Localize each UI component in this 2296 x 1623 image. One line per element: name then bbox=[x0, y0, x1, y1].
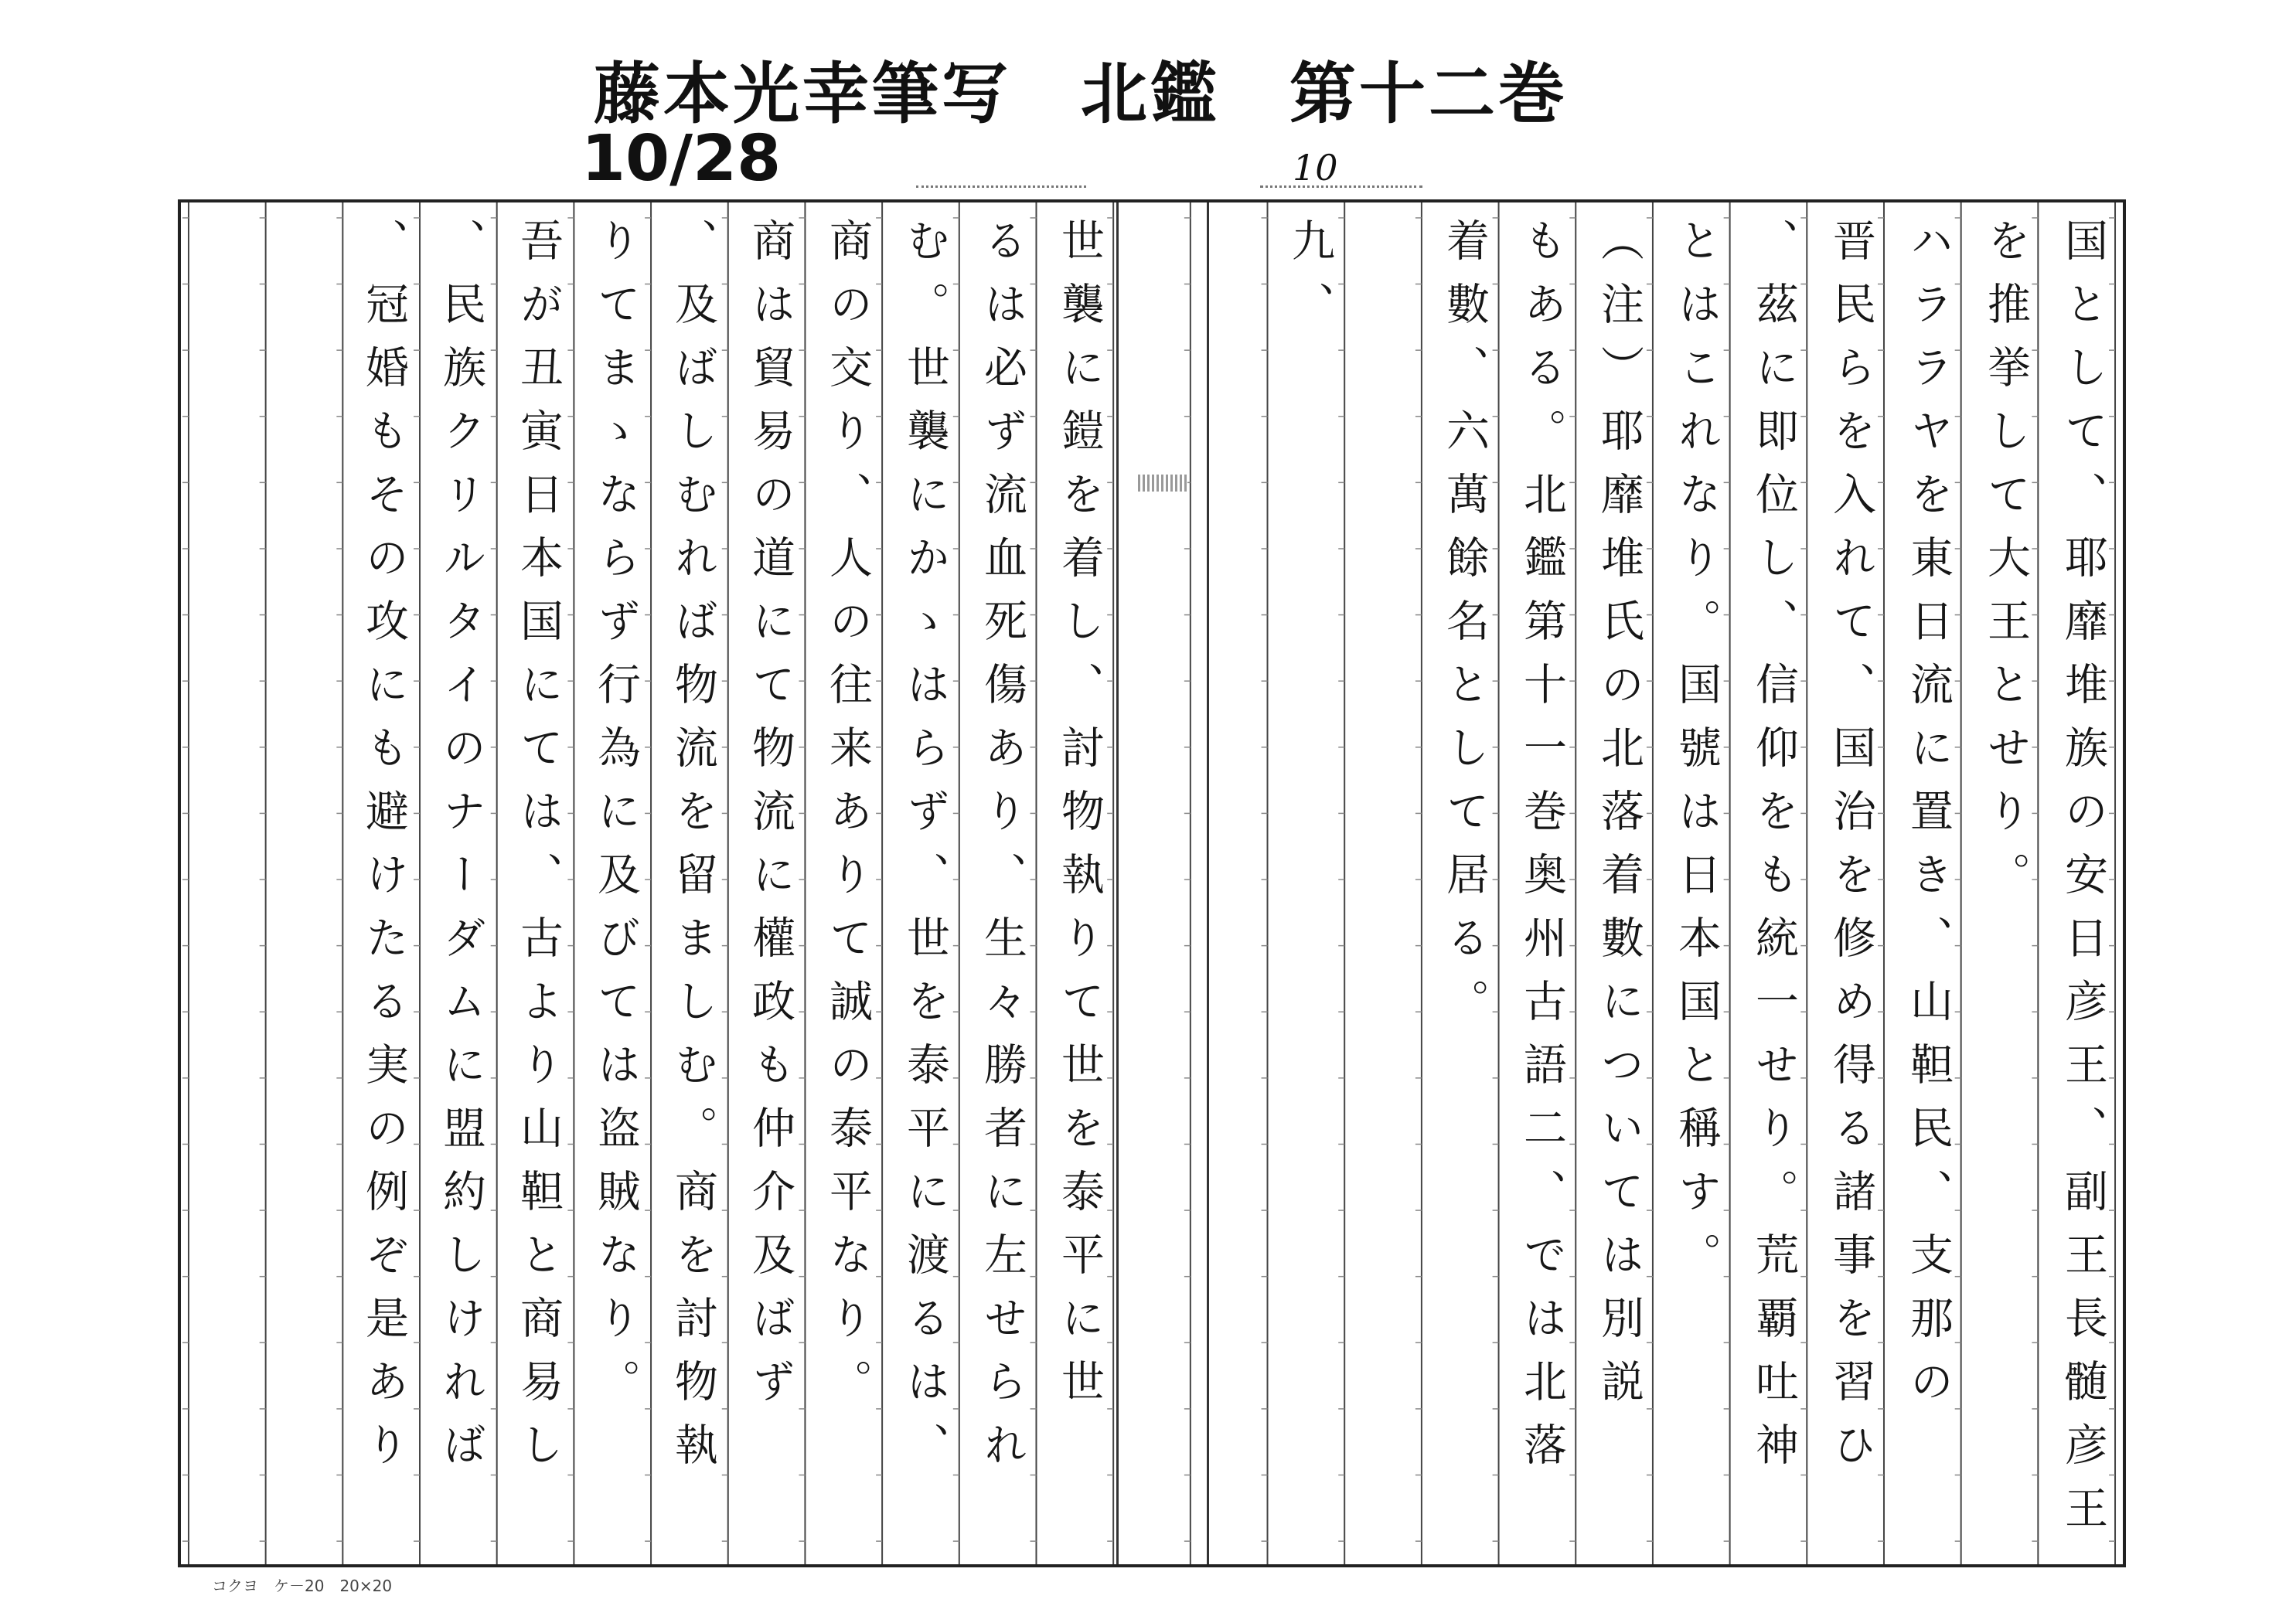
manuscript-column: （注）耶靡堆氏の北落着數については別説 bbox=[1594, 218, 1644, 1422]
manuscript-column: りてまゝならず行為に及びては盗賊なり。 bbox=[591, 218, 641, 1422]
manuscript-column: とはこれなり。国號は日本国と稱す。 bbox=[1671, 218, 1722, 1295]
manuscript-sheet bbox=[178, 199, 2126, 1567]
leader-line bbox=[916, 185, 1086, 188]
manuscript-column: 世襲に鎧を着し、討物執りて世を泰平に世 bbox=[1054, 218, 1105, 1422]
leader-line bbox=[1260, 185, 1422, 188]
page-number: 10 bbox=[1293, 147, 1338, 189]
manuscript-column: 、冠婚もその攻にも避けたる実の例ぞ是あり bbox=[359, 218, 409, 1485]
manuscript-column: 吾が丑寅日本国にては、古より山靼と商易し bbox=[513, 218, 564, 1485]
gutter-stamp bbox=[1138, 475, 1187, 492]
manuscript-column: もある。北鑑第十一巻奥州古語二、では北落 bbox=[1517, 218, 1567, 1485]
document-title: 藤本光幸筆写 北鑑 第十二巻 bbox=[594, 56, 1568, 133]
manuscript-column: む。世襲にかゝはらず、世を泰平に渡るは、 bbox=[900, 218, 950, 1485]
manuscript-column: 、及ばしむれば物流を留ましむ。商を討物執 bbox=[668, 218, 718, 1485]
manuscript-column: 九、 bbox=[1285, 218, 1335, 345]
manuscript-column: 、民族クリルタイのナーダムに盟約しければ bbox=[436, 218, 486, 1485]
manuscript-column: を推挙して大王とせり。 bbox=[1981, 218, 2031, 915]
manuscript-column: 商の交り、人の往来ありて誠の泰平なり。 bbox=[823, 218, 873, 1422]
manuscript-column: ハララヤを東日流に置き、山靼民、支那の bbox=[1903, 218, 1954, 1422]
document-date: 10/28 bbox=[581, 122, 782, 196]
manuscript-column: 、茲に即位し、信仰をも統一せり。荒覇吐神 bbox=[1749, 218, 1799, 1485]
manuscript-column: 晋民らを入れて、国治を修め得る諸事を習ひ bbox=[1826, 218, 1876, 1485]
manuscript-column: るは必ず流血死傷あり、生々勝者に左せられ bbox=[977, 218, 1027, 1485]
manuscript-column: 国として、耶靡堆族の安日彦王、副王長髄彦王 bbox=[2058, 218, 2108, 1549]
paper-brand-label: コクヨ ケ－20 20×20 bbox=[212, 1577, 393, 1595]
manuscript-column: 着數、六萬餘名として居る。 bbox=[1439, 218, 1490, 1042]
center-gutter bbox=[1116, 202, 1209, 1564]
manuscript-column: 商は貿易の道にて物流に權政も仲介及ばず bbox=[745, 218, 795, 1422]
